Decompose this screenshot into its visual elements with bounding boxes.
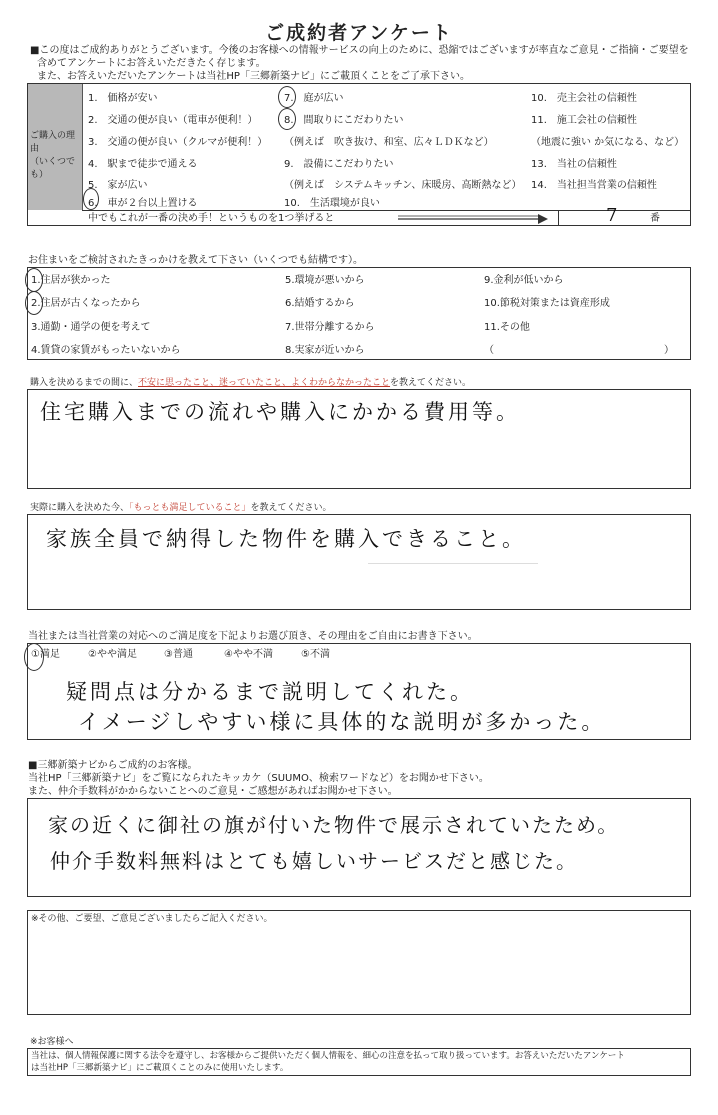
reason-item[interactable]: 10. 売主会社の信頼性 [531,93,637,104]
reason-item[interactable]: 10. 生活環境が良い [284,198,380,209]
reason-item-note: （例えば 吹き抜け、和室、広々ＬＤＫなど） [284,137,494,148]
trigger-item[interactable]: 1.住居が狭かった [31,275,111,286]
trigger-other-field[interactable]: （ ） [484,345,674,356]
header-line-1: ご購入の理 [30,131,76,141]
selection-circle-icon [278,86,296,108]
trigger-item[interactable]: 8.実家が近いから [285,345,365,356]
other-box[interactable] [27,910,691,1015]
footer-line-2: は当社HP「三郷新築ナビ」にご載頂くことのみに使用いたします。 [31,1063,289,1073]
reason-item[interactable]: 8. 間取りにこだわりたい [284,115,404,126]
satisfaction-option[interactable]: ⑤不満 [301,649,330,660]
satisfaction-answer-2: イメージしやすい様に具体的な説明が多かった。 [78,710,606,734]
faint-line [368,563,538,564]
header-line-3: （いくつで [30,157,76,167]
trigger-item[interactable]: 6.結婚するから [285,298,355,309]
satisfaction-question: 当社または当社営業の対応へのご満足度を下記よりお選び頂き、その理由をご自由にお書き下さい。 [28,631,478,642]
concern-answer-box[interactable] [27,389,691,489]
page-title: ご成約者アンケート [265,22,453,44]
concern-q-highlight: 不安に思ったこと、迷っていたこと、よくわからなかったこと [138,378,391,388]
reason-item[interactable]: 3. 交通の便が良い（クルマが便利！） [88,137,268,148]
selection-circle-icon [24,643,44,671]
satisfied-answer-box[interactable] [27,514,691,610]
reason-item[interactable]: 14. 当社担当営業の信頼性 [531,180,657,191]
navi-line-1: ■三郷新築ナビからご成約のお客様。 [28,760,198,771]
satisfaction-answer-1: 疑問点は分かるまで説明してくれた。 [66,680,474,704]
trigger-item[interactable]: 10.節税対策または資産形成 [484,298,610,309]
satisfied-q-highlight: 「もっとも満足していること」 [129,503,251,513]
intro-line-2: 含めてアンケートにお答えいただきたく存じます。 [37,58,266,69]
divider [82,210,691,211]
intro-line-3: また、お答えいただいたアンケートは当社HP「三郷新築ナビ」にご載頂くことをご了承下さい。 [37,71,470,82]
satisfaction-option[interactable]: ③普通 [164,649,193,660]
concern-q-prefix: 購入を決めるまでの間に、 [30,378,139,388]
trigger-item[interactable]: 2.住居が古くなったから [31,298,141,309]
concern-answer: 住宅購入までの流れや購入にかかる費用等。 [40,400,520,424]
concern-question [30,377,471,389]
trigger-box [27,267,691,360]
footer-box [27,1048,691,1076]
footer-heading: ※お客様へ [30,1037,74,1047]
arrow-right-icon [398,214,548,224]
satisfied-q-prefix: 実際に購入を決めた今、 [30,503,130,513]
concern-q-suffix: を教えてください。 [390,378,472,388]
divider [558,210,559,226]
reason-item[interactable]: 11. 施工会社の信頼性 [531,115,637,126]
purchase-reasons-box [27,83,691,226]
trigger-item[interactable]: 5.環境が悪いから [285,275,365,286]
reason-item[interactable]: 9. 設備にこだわりたい [284,159,394,170]
reason-item-note: （例えば システムキッチン、床暖房、高断熱など） [284,180,522,191]
header-line-4: も） [30,170,49,180]
trigger-item[interactable]: 9.金利が低いから [484,275,564,286]
trigger-item[interactable]: 7.世帯分離するから [285,322,375,333]
satisfaction-option[interactable]: ①満足 [31,649,60,660]
satisfaction-option[interactable]: ④やや不満 [224,649,273,660]
selection-circle-icon [83,188,99,210]
footer-line-1: 当社は、個人情報保護に関する法令を遵守し、お客様からご提供いただく個人情報を、細心の注意を払って取り扱っています。お答えいただいたアンケート [31,1051,625,1061]
trigger-item[interactable]: 11.その他 [484,322,530,333]
satisfied-answer: 家族全員で納得した物件を購入できること。 [46,527,526,551]
reason-item[interactable]: 2. 交通の便が良い（電車が便利！） [88,115,258,126]
reason-item[interactable]: 5. 家が広い [88,180,148,191]
purchase-reasons-header [28,84,83,210]
selection-circle-icon [278,108,296,130]
other-label: ※その他、ご要望、ご意見ございましたらご記入ください。 [31,914,273,924]
navi-line-2: 当社HP「三郷新築ナビ」をご覧になられたキッカケ（SUUMO、検索ワードなど）をお聞かせ下さい。 [28,773,489,784]
satisfied-question [30,502,332,514]
selection-circle-icon [25,291,43,315]
satisfied-q-suffix: を教えてください。 [250,503,332,513]
reason-item-note: （地震に強い か気になる、など） [531,137,685,148]
deciding-prompt: 中でもこれが一番の決め手！というものを1つ挙げると [88,213,335,224]
navi-line-3: また、仲介手数料がかからないことへのご意見・ご感想があればお聞かせ下さい。 [28,786,398,797]
header-line-2: 由 [30,144,40,154]
trigger-question: お住まいをご検討されたきっかけを教えて下さい（いくつでも結構です）。 [28,255,363,266]
deciding-suffix: 番 [650,213,660,224]
trigger-item[interactable]: 3.通勤・通学の便を考えて [31,322,151,333]
navi-answer-1: 家の近くに御社の旗が付いた物件で展示されていたため。 [48,813,620,837]
satisfaction-option[interactable]: ②やや満足 [88,649,137,660]
reason-item[interactable]: 4. 駅まで徒歩で通える [88,159,198,170]
reason-item[interactable]: 6. 車が２台以上置ける [88,198,198,209]
navi-answer-box[interactable] [27,798,691,897]
navi-answer-2: 仲介手数料無料はとても嬉しいサービスだと感じた。 [50,849,578,873]
trigger-item[interactable]: 4.賃貸の家賃がもったいないから [31,345,181,356]
reason-item[interactable]: 13. 当社の信頼性 [531,159,617,170]
reason-item[interactable]: 7. 庭が広い [284,93,344,104]
satisfaction-box [27,643,691,740]
deciding-answer[interactable]: 7 [606,205,621,226]
reason-item[interactable]: 1. 価格が安い [88,93,158,104]
intro-line-1: ■この度はご成約ありがとうございます。今後のお客様への情報サービスの向上のために、恐縮ではございますが率直なご意見・ご指摘・ご要望を [30,45,689,56]
selection-circle-icon [25,268,43,292]
